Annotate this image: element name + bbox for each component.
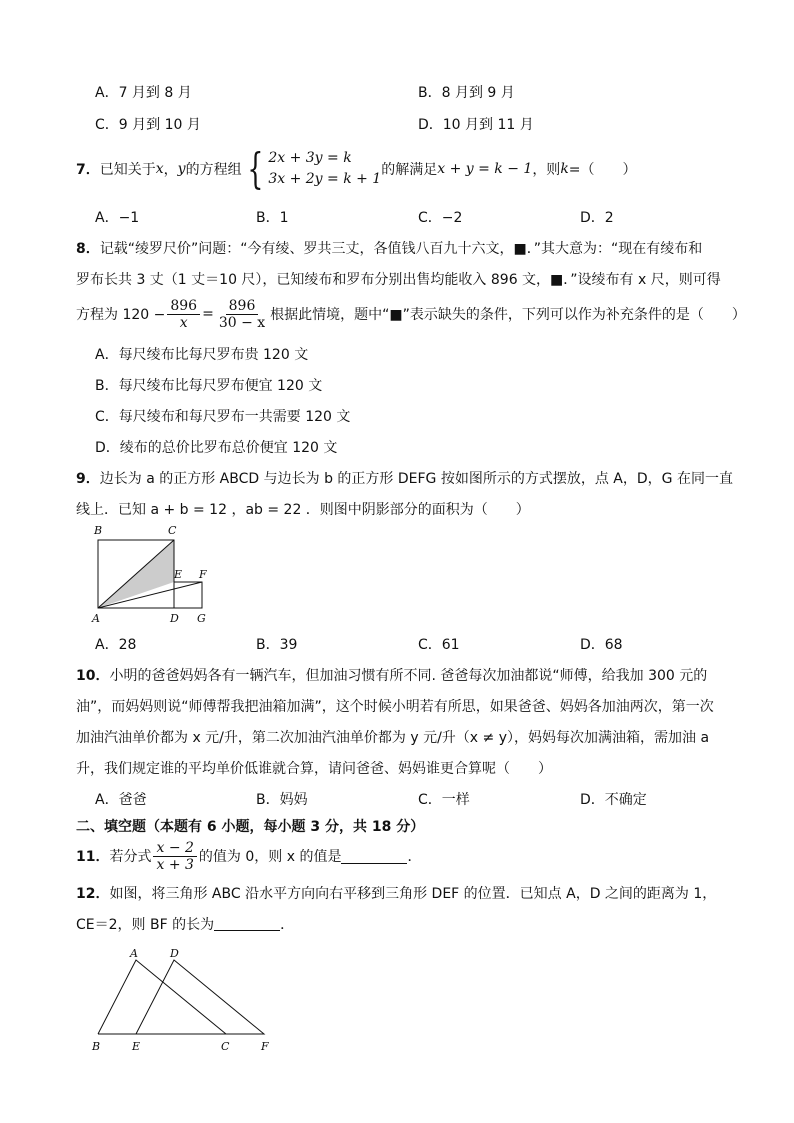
q12-text-2a: CE＝2，则 BF 的长为 xyxy=(76,917,215,933)
q7-text-4: ，则 xyxy=(532,162,561,178)
q11-fraction-numerator: x − 2 xyxy=(153,840,196,857)
q9-label-b: B xyxy=(94,524,103,537)
q7-equation-1: 2x + 3y = k xyxy=(268,150,352,166)
q8-fraction-2 xyxy=(216,298,268,331)
q12-answer-blank[interactable] xyxy=(214,916,280,931)
q9-label-e: E xyxy=(174,568,183,581)
q9-line-2: 线上．已知 a + b = 12 ，ab = 22 ．则图中阴影部分的面积为（ ） xyxy=(76,502,530,518)
q7-text-1: 已知关于 xyxy=(99,162,156,178)
q6-option-c: C．9 月到 10 月 xyxy=(95,117,201,133)
q9-option-a: A．28 xyxy=(95,637,137,653)
q7-text-5: =（ ） xyxy=(568,162,637,178)
q12-line-1 xyxy=(76,883,716,903)
q8-fraction-1 xyxy=(167,298,200,331)
q7-equation-system xyxy=(268,148,381,190)
q8-fraction-1-denominator: x xyxy=(179,314,188,331)
q7-option-c: C．−2 xyxy=(418,210,463,226)
q7-text-3: 的解满足 xyxy=(381,162,438,178)
q7-stem xyxy=(76,146,637,192)
q9-label-a: A xyxy=(92,612,100,625)
q9-label-d: D xyxy=(170,612,179,625)
q8-text-1: 记载“绫罗尺价”问题：“今有绫、罗共三丈，各值钱八百九十六文，■．”其大意为：“现在有绫布和 xyxy=(99,241,703,257)
q8-text-3a: 方程为 120 − xyxy=(76,307,166,323)
q8-fraction-1-numerator: 896 xyxy=(167,298,200,315)
q6-option-a: A．7 月到 8 月 xyxy=(95,85,192,101)
q11-number: 11． xyxy=(76,849,110,865)
q12-translation-figure xyxy=(88,944,288,1056)
q11-answer-blank[interactable] xyxy=(341,849,407,864)
q11-text-3: ． xyxy=(407,849,422,865)
q12-text-2b: ． xyxy=(280,917,295,933)
q10-option-d: D．不确定 xyxy=(580,792,647,808)
q7-var-k: k xyxy=(560,161,569,177)
q8-line-1 xyxy=(76,238,702,258)
q7-condition: x + y = k − 1 xyxy=(437,161,533,177)
q8-option-c: C．每尺绫布和每尺罗布一共需要 120 文 xyxy=(95,409,351,425)
q9-option-d: D．68 xyxy=(580,637,623,653)
q10-line-2: 油”，而妈妈则说“师傅帮我把油箱加满”，这个时候小明若有所思，如果爸爸、妈妈各加油两次，第一次 xyxy=(76,699,714,715)
q8-equals: = xyxy=(202,306,214,322)
q12-line-2 xyxy=(76,914,294,934)
q9-option-b: B．39 xyxy=(256,637,298,653)
q7-number: 7． xyxy=(76,162,100,178)
q8-number: 8． xyxy=(76,241,100,257)
q9-line-1 xyxy=(76,468,733,488)
q8-option-d: D．绫布的总价比罗布总价便宜 120 文 xyxy=(95,440,338,456)
q10-option-c: C．一样 xyxy=(418,792,470,808)
q7-equation-2: 3x + 2y = k + 1 xyxy=(268,171,382,187)
q11-stem xyxy=(76,837,421,875)
q6-option-d: D．10 月到 11 月 xyxy=(418,117,534,133)
q8-option-a: A．每尺绫布比每尺罗布贵 120 文 xyxy=(95,347,309,363)
q7-system-brace: { xyxy=(246,144,263,193)
q10-line-3: 加油汽油单价都为 x 元/升，第二次加油汽油单价都为 y 元/升（x ≠ y），妈妈每次加满油箱，需加油 a xyxy=(76,730,710,746)
q12-label-f: F xyxy=(261,1040,269,1053)
q12-label-a: A xyxy=(130,947,138,960)
q8-fraction-2-denominator: 30 − x xyxy=(218,314,266,331)
q11-text-2: 的值为 0，则 x 的值是 xyxy=(198,849,342,865)
q9-text-1: 边长为 a 的正方形 ABCD 与边长为 b 的正方形 DEFG 按如图所示的方式摆放，点 A，D，G 在同一直 xyxy=(99,471,733,487)
q12-triangle-def xyxy=(136,960,264,1034)
q7-var-y: y xyxy=(177,161,186,177)
q12-label-d: D xyxy=(170,947,179,960)
q7-option-a: A．−1 xyxy=(95,210,140,226)
q9-label-c: C xyxy=(168,524,177,537)
q9-number: 9． xyxy=(76,471,100,487)
q12-label-e: E xyxy=(132,1040,141,1053)
q6-option-b: B．8 月到 9 月 xyxy=(418,85,515,101)
q7-option-d: D．2 xyxy=(580,210,614,226)
q9-squares-figure xyxy=(88,522,218,626)
q9-option-c: C．61 xyxy=(418,637,460,653)
q12-triangle-abc xyxy=(98,960,226,1034)
q10-option-b: B．妈妈 xyxy=(256,792,308,808)
q12-label-b: B xyxy=(92,1040,101,1053)
q10-line-1 xyxy=(76,665,707,685)
q8-line-2: 罗布长共 3 丈（1 丈＝10 尺），已知绫布和罗布分别出售均能收入 896 文，■．”设绫布有 x 尺，则可得 xyxy=(76,272,721,288)
q12-text-1: 如图，将三角形 ABC 沿水平方向向右平移到三角形 DEF 的位置．已知点 A，D 之间的距离为 1， xyxy=(109,886,717,902)
q9-label-g: G xyxy=(197,612,206,625)
q12-number: 12． xyxy=(76,886,110,902)
q8-option-b: B．每尺绫布比每尺罗布便宜 120 文 xyxy=(95,378,323,394)
q7-var-x: x xyxy=(155,161,164,177)
q11-fraction-denominator: x + 3 xyxy=(156,856,194,873)
q11-text-1: 若分式 xyxy=(109,849,152,865)
q7-comma: ， xyxy=(163,162,178,178)
q9-label-f: F xyxy=(199,568,207,581)
q10-number: 10． xyxy=(76,668,110,684)
q10-text-1: 小明的爸爸妈妈各有一辆汽车，但加油习惯有所不同. 爸爸每次加油都说“师傅，给我加 300 元的 xyxy=(109,668,708,684)
q11-fraction xyxy=(153,840,196,873)
q7-text-2: 的方程组 xyxy=(185,162,242,178)
q10-line-4: 升，我们规定谁的平均单价低谁就合算，请问爸爸、妈妈谁更合算呢（ ） xyxy=(76,761,552,777)
section-2-heading: 二、填空题（本题有 6 小题，每小题 3 分，共 18 分） xyxy=(76,819,425,835)
q12-label-c: C xyxy=(221,1040,230,1053)
q8-line-3 xyxy=(76,295,746,333)
q7-option-b: B．1 xyxy=(256,210,289,226)
q8-fraction-2-numerator: 896 xyxy=(226,298,259,315)
q8-text-3b: 根据此情境，题中“■”表示缺失的条件，下列可以作为补充条件的是（ ） xyxy=(270,307,746,323)
q10-option-a: A．爸爸 xyxy=(95,792,147,808)
